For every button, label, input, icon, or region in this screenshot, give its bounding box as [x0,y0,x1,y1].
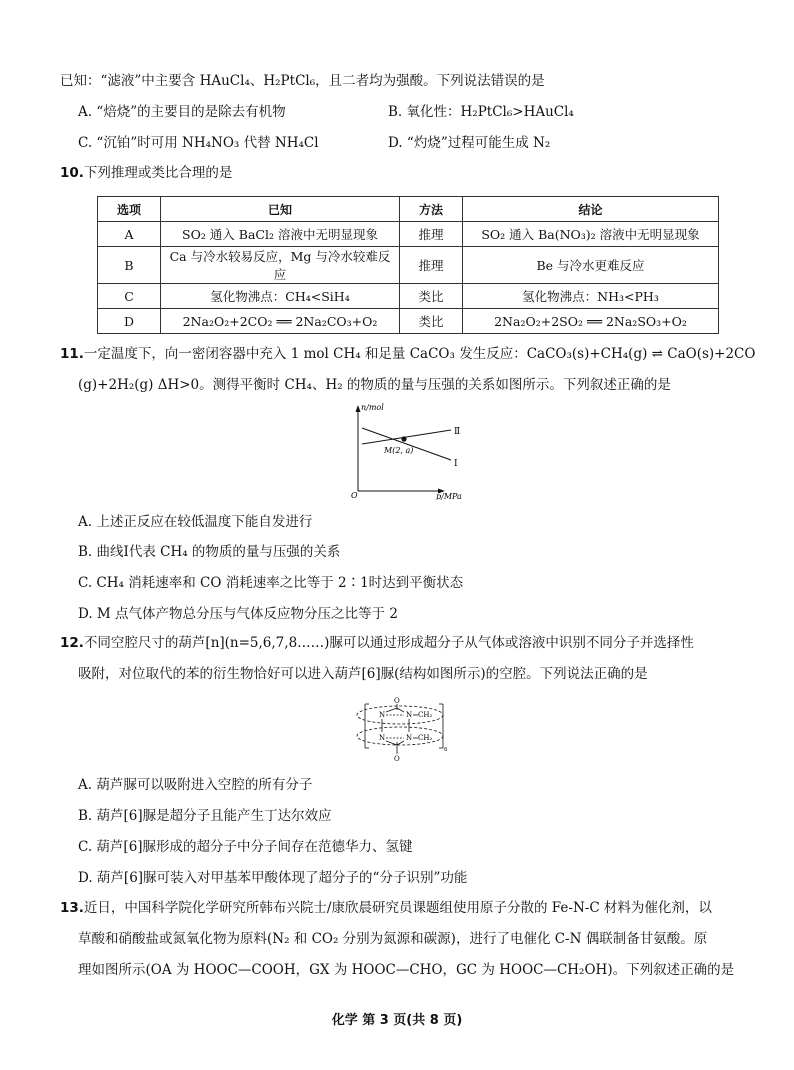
table-cell: Be 与冷水更难反应 [463,247,719,284]
y-axis-arrow-icon [356,405,361,412]
q12-option-c[interactable]: C. 葫芦[6]脲形成的超分子中分子间存在范德华力、氢键 [78,839,413,855]
table-cell: A [98,222,161,247]
q12-option-a[interactable]: A. 葫芦脲可以吸附进入空腔的所有分子 [78,777,313,793]
table-cell: 2Na₂O₂+2SO₂ ══ 2Na₂SO₃+O₂ [463,309,719,334]
table-row [98,222,719,247]
equilibrium-graph [348,400,478,500]
question-13-stem-line1 [60,899,712,917]
question-number: 12. [60,635,84,651]
question-11-stem-line1 [60,345,755,363]
question-text: 近日，中国科学院化学研究所韩布兴院士/康欣晨研究员课题组使用原子分散的 Fe-N-C 材料为催化剂，以 [83,900,712,916]
q9-option-c[interactable]: C. “沉铂”时可用 NH₄NO₃ 代替 NH₄Cl [78,135,319,151]
table-cell: 推理 [400,247,463,284]
nitrogen-2: N [406,711,413,719]
cucurbituril-structure [352,690,464,762]
q11-option-d[interactable]: D. M 点气体产物总分压与气体反应物分压之比等于 2 [78,606,398,622]
question-13-stem-line3: 理如图所示(OA 为 HOOC—COOH，GX 为 HOOC—CHO，GC 为 HOOC—CH₂OH)。下列叙述正确的是 [78,962,735,978]
table-cell: B [98,247,161,284]
table-cell: 氢化物沸点：NH₃<PH₃ [463,284,719,309]
question-12-stem-line1 [60,634,694,652]
curve-2 [362,430,451,444]
y-axis-label: n/mol [361,403,384,412]
origin-label: O [351,491,358,500]
col-header-method: 方法 [400,197,463,222]
question-number: 13. [60,900,84,916]
table-cell: 推理 [400,222,463,247]
question-text: 不同空腔尺寸的葫芦[n](n=5,6,7,8……)脲可以通过形成超分子从气体或溶液中识别不同分子并选择性 [83,635,694,651]
table-cell: SO₂ 通入 BaCl₂ 溶液中无明显现象 [161,222,400,247]
col-header-conclusion: 结论 [463,197,719,222]
question-12-stem-line2: 吸附，对位取代的苯的衍生物恰好可以进入葫芦[6]脲(结构如图所示)的空腔。下列说法正确的是 [78,666,648,682]
oxygen-top: O [394,697,400,705]
col-header-known: 已知 [161,197,400,222]
table-cell: 类比 [400,309,463,334]
table-cell: 类比 [400,284,463,309]
table-cell: Ca 与冷水较易反应，Mg 与冷水较难反应 [161,247,400,284]
table-row [98,309,719,334]
q9-option-a[interactable]: A. “焙烧”的主要目的是除去有机物 [78,104,286,120]
x-axis-label: p/MPa [436,492,462,500]
page-footer: 化学 第 3 页(共 8 页) [331,1013,463,1028]
table-header-row [98,197,719,222]
nitrogen-3: N [379,734,386,742]
q11-option-a[interactable]: A. 上述正反应在较低温度下能自发进行 [78,514,313,530]
table-cell: 氢化物沸点：CH₄<SiH₄ [161,284,400,309]
table-row [98,247,719,284]
col-header-option: 选项 [98,197,161,222]
nitrogen-1: N [379,711,386,719]
question-10-stem [60,164,232,182]
point-m [401,436,406,441]
table-cell: D [98,309,161,334]
table-row [98,284,719,309]
methylene-bottom: CH₂ [418,734,433,742]
q12-option-b[interactable]: B. 葫芦[6]脲是超分子且能产生丁达尔效应 [78,808,332,824]
question-number: 10. [60,165,84,181]
table-cell: SO₂ 通入 Ba(NO₃)₂ 溶液中无明显现象 [463,222,719,247]
table-cell: C [98,284,161,309]
methylene-top: CH₂ [418,711,433,719]
q9-option-b[interactable]: B. 氧化性：H₂PtCl₆>HAuCl₄ [388,104,574,120]
q11-option-c[interactable]: C. CH₄ 消耗速率和 CO 消耗速率之比等于 2∶1时达到平衡状态 [78,575,464,591]
q9-intro-text: 已知：“滤液”中主要含 HAuCl₄、H₂PtCl₆，且二者均为强酸。下列说法错误的是 [60,73,545,89]
curve-1-label: Ⅰ [454,459,458,469]
table-cell: 2Na₂O₂+2CO₂ ══ 2Na₂CO₃+O₂ [161,309,400,334]
nitrogen-4: N [406,734,413,742]
oxygen-bottom: O [394,755,400,762]
curve-2-label: Ⅱ [454,427,461,437]
question-text: 下列推理或类比合理的是 [83,165,233,181]
question-13-stem-line2: 草酸和硝酸盐或氮氧化物为原料(N₂ 和 CO₂ 分别为氮源和碳源)，进行了电催化 C-N 偶联制备甘氨酸。原 [78,931,708,947]
question-text: 一定温度下，向一密闭容器中充入 1 mol CH₄ 和足量 CaCO₃ 发生反应：CaCO₃(s)+CH₄(g) ⇌ CaO(s)+2CO [83,346,756,362]
curve-1 [362,428,451,460]
question-11-stem-line2: (g)+2H₂(g) ΔH>0。测得平衡时 CH₄、H₂ 的物质的量与压强的关系如图所示。下列叙述正确的是 [78,377,671,393]
q10-table [97,196,719,334]
q9-option-d[interactable]: D. “灼烧”过程可能生成 N₂ [388,135,551,151]
q12-option-d[interactable]: D. 葫芦[6]脲可装入对甲基苯甲酸体现了超分子的“分子识别”功能 [78,870,468,886]
question-number: 11. [60,346,84,362]
q11-option-b[interactable]: B. 曲线Ⅰ代表 CH₄ 的物质的量与压强的关系 [78,544,341,560]
repeat-subscript: 6 [444,747,448,753]
point-m-label: M(2, a) [384,446,414,455]
